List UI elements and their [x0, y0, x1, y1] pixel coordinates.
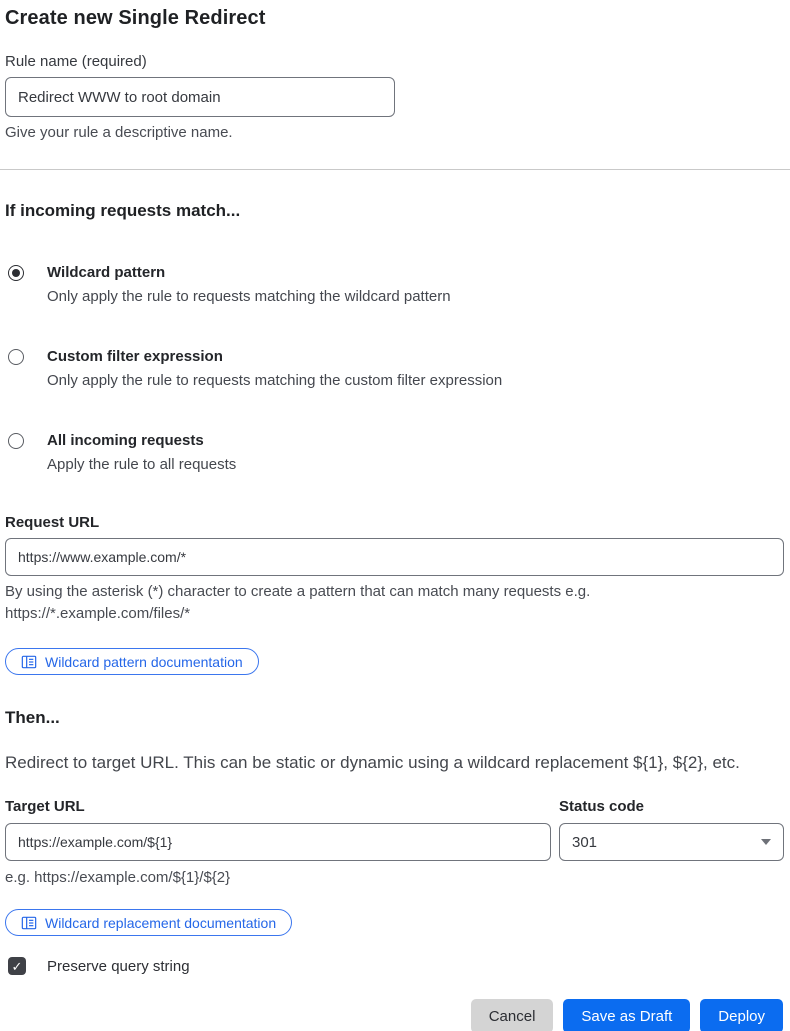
deploy-button[interactable]: Deploy: [700, 999, 783, 1031]
then-description: Redirect to target URL. This can be static or dynamic using a wildcard replacement ${1}, ${2}, etc.: [5, 753, 740, 772]
preserve-query-row[interactable]: [5, 957, 784, 975]
radio-description: Only apply the rule to requests matching the wildcard pattern: [47, 288, 451, 305]
target-url-help: e.g. https://example.com/${1}/${2}: [5, 869, 231, 886]
radio-description: Only apply the rule to requests matching the custom filter expression: [47, 372, 503, 389]
wildcard-replacement-docs-button[interactable]: [5, 909, 292, 936]
status-code-select[interactable]: [559, 823, 784, 861]
wildcard-pattern-docs-button[interactable]: [5, 648, 259, 675]
match-section-heading: If incoming requests match...: [5, 201, 241, 220]
status-code-value: 301: [572, 833, 598, 851]
then-section-heading: Then...: [5, 708, 60, 727]
checkmark-icon: ✓: [11, 958, 23, 974]
rule-name-label: Rule name (required): [5, 53, 147, 70]
radio-icon[interactable]: [8, 349, 24, 365]
chevron-down-icon: [761, 839, 771, 845]
page-title: Create new Single Redirect: [5, 7, 266, 29]
doc-button-label: Wildcard pattern documentation: [45, 653, 243, 670]
doc-button-label: Wildcard replacement documentation: [45, 914, 277, 931]
help-line-1: By using the asterisk (*) character to create a pattern that can match many requests e.g.: [5, 583, 591, 600]
target-url-input[interactable]: [5, 823, 551, 861]
radio-option-custom-filter[interactable]: [5, 348, 784, 390]
book-icon: [21, 654, 37, 670]
radio-label: Custom filter expression: [47, 348, 223, 365]
preserve-query-label: Preserve query string: [47, 957, 190, 975]
checkbox-checked-icon[interactable]: [8, 957, 26, 975]
cancel-button[interactable]: Cancel: [471, 999, 554, 1031]
match-options-group: [5, 264, 784, 474]
request-url-label: Request URL: [5, 514, 100, 531]
radio-option-all-requests[interactable]: [5, 432, 784, 474]
radio-icon[interactable]: [8, 433, 24, 449]
rule-name-help: Give your rule a descriptive name.: [5, 124, 233, 141]
radio-option-wildcard-pattern[interactable]: [5, 264, 784, 306]
form-actions: [5, 999, 784, 1031]
target-url-label: Target URL: [5, 798, 85, 815]
request-url-help: [5, 581, 784, 625]
radio-icon[interactable]: [8, 265, 24, 281]
help-line-2: https://*.example.com/files/*: [5, 605, 191, 622]
request-url-input[interactable]: [5, 538, 784, 576]
book-icon: [21, 915, 37, 931]
save-as-draft-button[interactable]: Save as Draft: [563, 999, 690, 1031]
rule-name-input[interactable]: [5, 77, 395, 117]
radio-description: Apply the rule to all requests: [47, 456, 237, 473]
radio-label: Wildcard pattern: [47, 264, 166, 281]
radio-label: All incoming requests: [47, 432, 204, 449]
section-divider: [0, 169, 790, 170]
status-code-label: Status code: [559, 798, 645, 815]
